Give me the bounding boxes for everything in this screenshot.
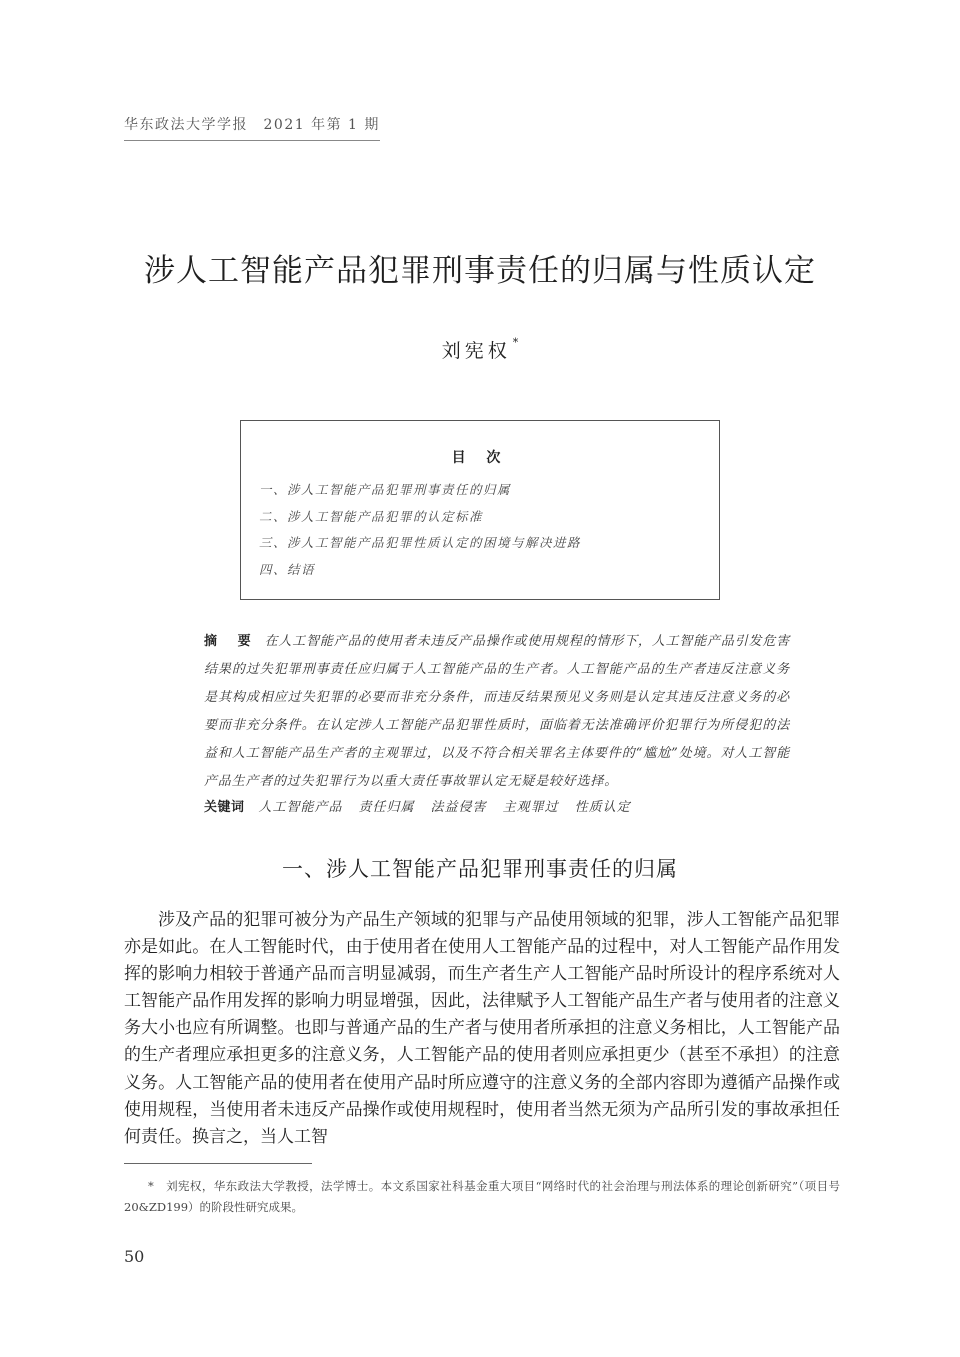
keywords [204, 796, 790, 820]
toc-heading: 目 次 [451, 450, 509, 466]
author [0, 336, 960, 363]
keyword: 性质认定 [574, 800, 631, 815]
toc-item: 四、结语 [259, 561, 316, 577]
body-paragraph: 涉及产品的犯罪可被分为产品生产领域的犯罪与产品使用领域的犯罪，涉人工智能产品犯罪亦是如此。在人工智能时代，由于使用者在使用人工智能产品的过程中，对人工智能产品作用发挥的影响力相较于普通产品而言明显减弱，而生产者生产人工智能产品时所设计的程序系统对人工智能产品作用发挥的影响力明显增强，因此，法律赋予人工智能产品生产者与使用者的注意义务大小也应有所调整。也即与普通产品的生产者与使用者所承担的注意义务相比，人工智能产品的生产者理应承担更多的注意义务，人工智能产品的使用者则应承担更少（甚至不承担）的注意义务。人工智能产品的使用者在使用产品时所应遵守的注意义务的全部内容即为遵循产品操作或使用规程，当使用者未违反产品操作或使用规程时，使用者当然无须为产品所引发的事故承担任何责任。换言之，当人工智 [124, 910, 840, 1147]
section-heading: 一、涉人工智能产品犯罪刑事责任的归属 [282, 857, 678, 881]
author-footnote-mark: * [512, 336, 519, 349]
keyword: 责任归属 [358, 800, 415, 815]
page-number: 50 [124, 1247, 145, 1266]
article-title: 涉人工智能产品犯罪刑事责任的归属与性质认定 [144, 253, 816, 289]
keywords-label: 关键词 [204, 800, 245, 815]
keyword: 主观罪过 [502, 800, 559, 815]
abstract-label: 摘 要 [204, 634, 259, 649]
toc-item: 二、涉人工智能产品犯罪的认定标准 [259, 508, 484, 524]
keyword: 法益侵害 [430, 800, 487, 815]
toc-list [259, 477, 581, 583]
toc-item: 三、涉人工智能产品犯罪性质认定的困境与解决进路 [259, 535, 582, 550]
footnote: * 刘宪权，华东政法大学教授，法学博士。本文系国家社科基金重大项目“网络时代的社会治理与刑法体系的理论创新研究”（项目号 20&ZD199）的阶段性研究成果。 [124, 1179, 840, 1214]
abstract [204, 628, 790, 796]
footnote-divider [124, 1163, 312, 1164]
toc-item: 一、涉人工智能产品犯罪刑事责任的归属 [259, 482, 512, 497]
journal-header: 华东政法大学学报 2021 年第 1 期 [124, 114, 380, 141]
keyword: 人工智能产品 [258, 800, 343, 815]
table-of-contents [240, 420, 720, 600]
author-name: 刘宪权 [441, 340, 511, 362]
abstract-text: 在人工智能产品的使用者未违反产品操作或使用规程的情形下，人工智能产品引发危害结果的过失犯罪刑事责任应归属于人工智能产品的生产者。人工智能产品的生产者违反注意义务是其构成相应过失犯罪的必要而非充分条件，而违反结果预见义务则是认定其违反注意义务的必要而非充分条件。在认定涉人工智能产品犯罪性质时，面临着无法准确评价犯罪行为所侵犯的法益和人工智能产品生产者的主观罪过，以及不符合相关罪名主体要件的“尴尬”处境。对人工智能产品生产者的过失犯罪行为以重大责任事故罪认定无疑是较好选择。 [204, 634, 790, 789]
